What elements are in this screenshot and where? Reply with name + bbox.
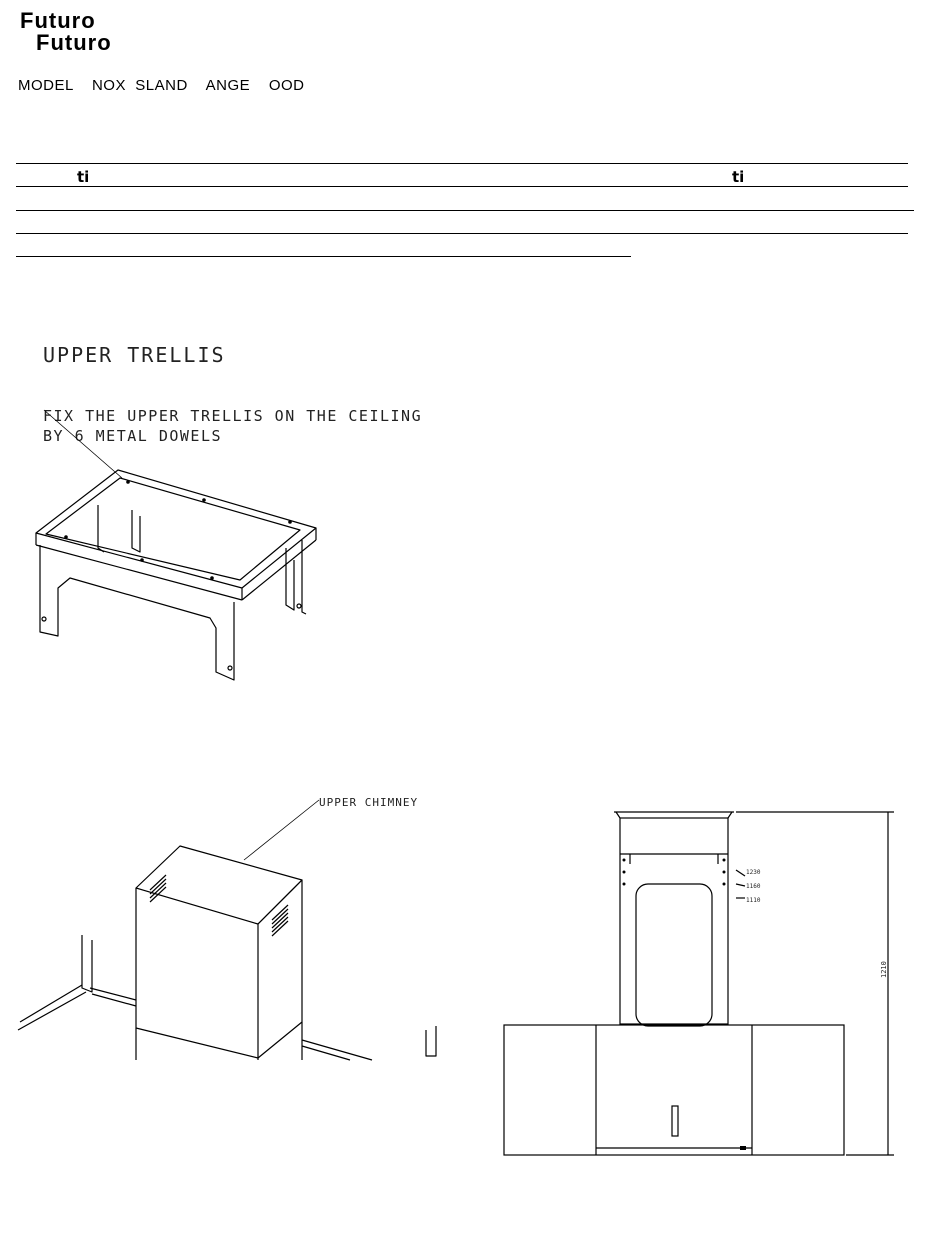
model-title: MODEL NOX SLAND ANGE OOD — [18, 77, 305, 94]
trellis-frame — [36, 470, 316, 680]
dimension-total: 1210 — [880, 961, 888, 978]
upper-trellis-title: UPPER TRELLIS — [43, 343, 226, 367]
elevation-outline — [504, 812, 894, 1155]
dimension-c: 1110 — [746, 897, 761, 904]
upper-trellis-figure — [36, 343, 422, 680]
chimney-box — [18, 846, 436, 1060]
table-header-left-mark: ti — [77, 168, 90, 186]
upper-trellis-instruction-1: FIX THE UPPER TRELLIS ON THE CEILING — [43, 407, 423, 425]
dimension-b: 1160 — [746, 883, 761, 890]
table-header-right-mark: ti — [732, 168, 745, 186]
upper-trellis-instruction-2: BY 6 METAL DOWELS — [43, 427, 223, 445]
front-elevation-figure — [504, 812, 894, 1155]
upper-chimney-label: UPPER CHIMNEY — [319, 796, 419, 809]
brand-line1: Futuro — [20, 8, 96, 33]
upper-chimney-figure — [18, 796, 436, 1060]
dimension-a: 1230 — [746, 869, 761, 876]
brand-line2: Futuro — [36, 30, 112, 54]
